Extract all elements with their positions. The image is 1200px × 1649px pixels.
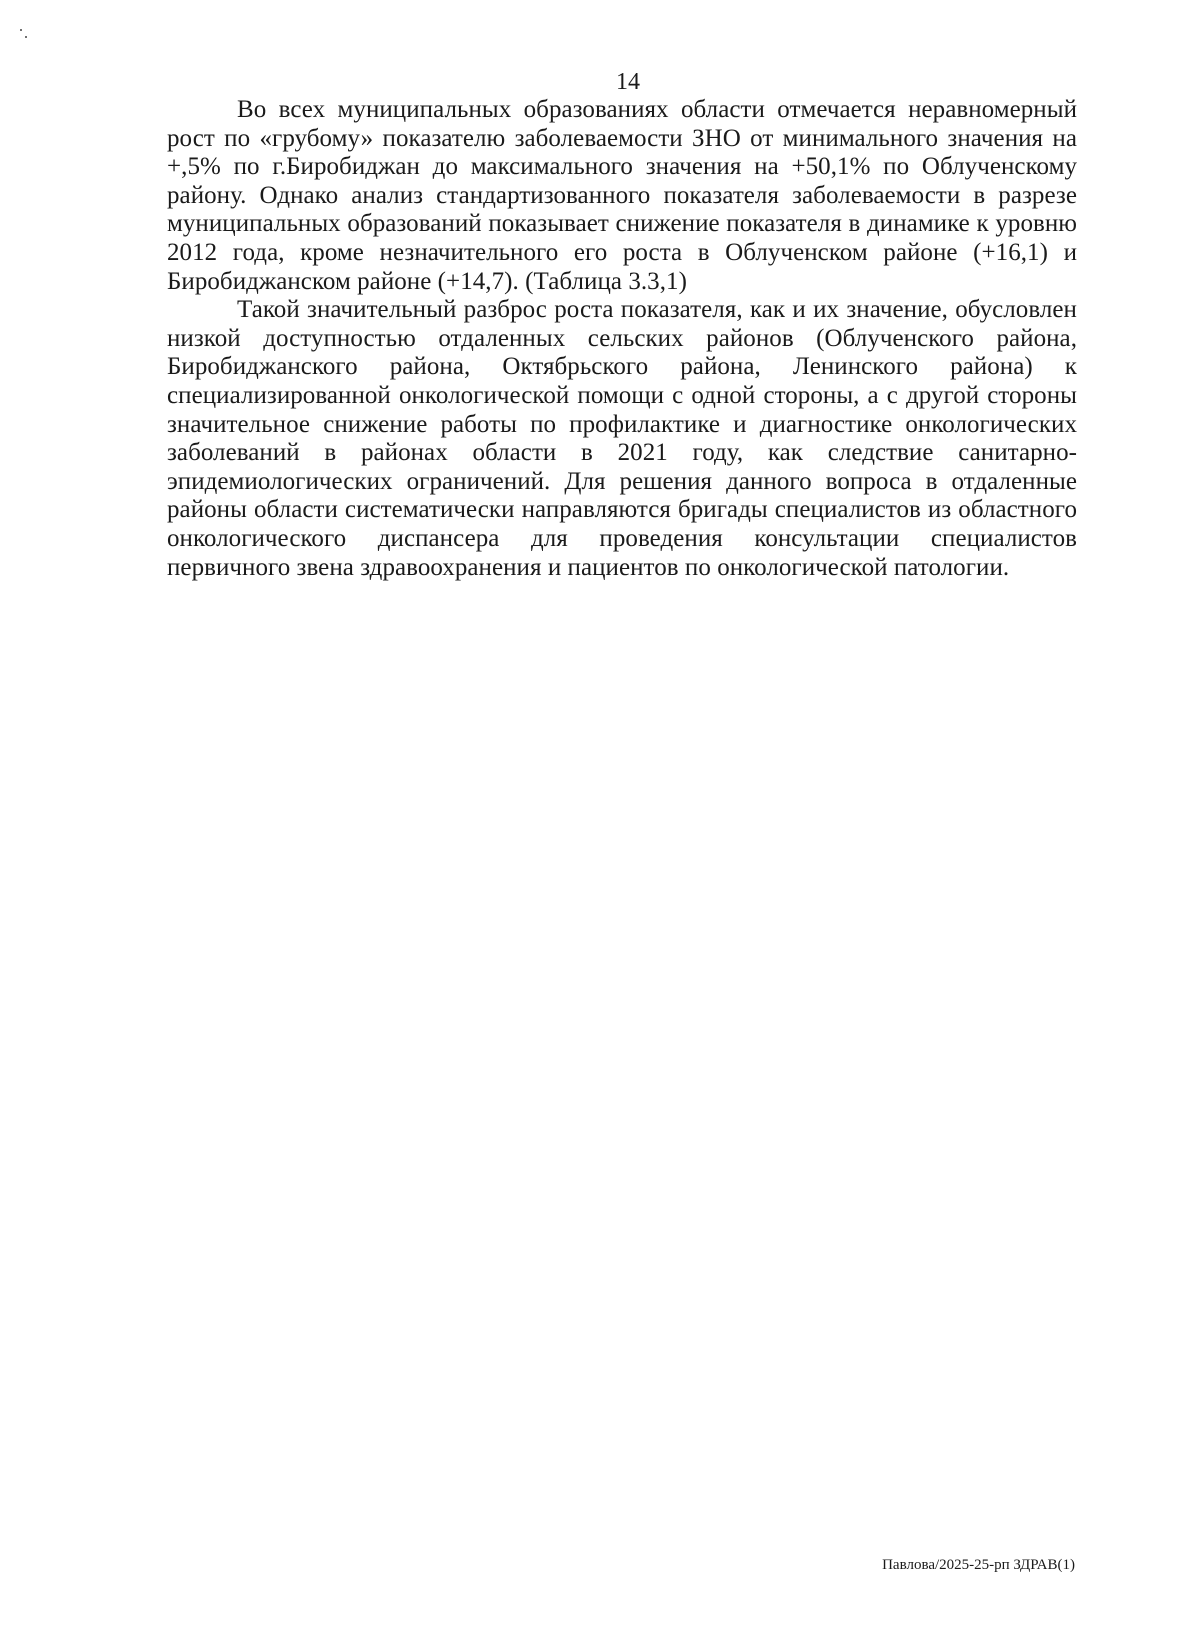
document-body — [167, 96, 1077, 582]
page-number: 14 — [616, 69, 640, 95]
scan-speck — [25, 36, 27, 38]
document-reference-footer: Павлова/2025-25-рп ЗДРАВ(1) — [882, 1557, 1075, 1573]
paragraph: Такой значительный разброс роста показателя, как и их значение, обусловлен низкой доступностью отдаленных сельских районов (Облученского района, Биробиджанского района, Октябрьского района, Ленинского района) к специализированной онкологической помощи с одной стороны, а с другой стороны значительное снижение работы по профилактике и диагностике онкологических заболеваний в районах области в 2021 году, как следствие санитарно-эпидемиологических ограничений. Для решения данного вопроса в отдаленные районы области систематически направляются бригады специалистов из областного онкологического диспансера для проведения консультации специалистов первичного звена здравоохранения и пациентов по онкологической патологии. — [167, 296, 1077, 581]
paragraph: Во всех муниципальных образованиях области отмечается неравномерный рост по «грубому» показателю заболеваемости ЗНО от минимального значения на +,5% по г.Биробиджан до максимального значения на +50,1% по Облученскому району. Однако анализ стандартизованного показателя заболеваемости в разрезе муниципальных образований показывает снижение показателя в динамике к уровню 2012 года, кроме незначительного его роста в Облученском районе (+16,1) и Биробиджанском районе (+14,7). (Таблица 3.3,1) — [167, 96, 1077, 295]
scan-speck — [20, 29, 22, 31]
